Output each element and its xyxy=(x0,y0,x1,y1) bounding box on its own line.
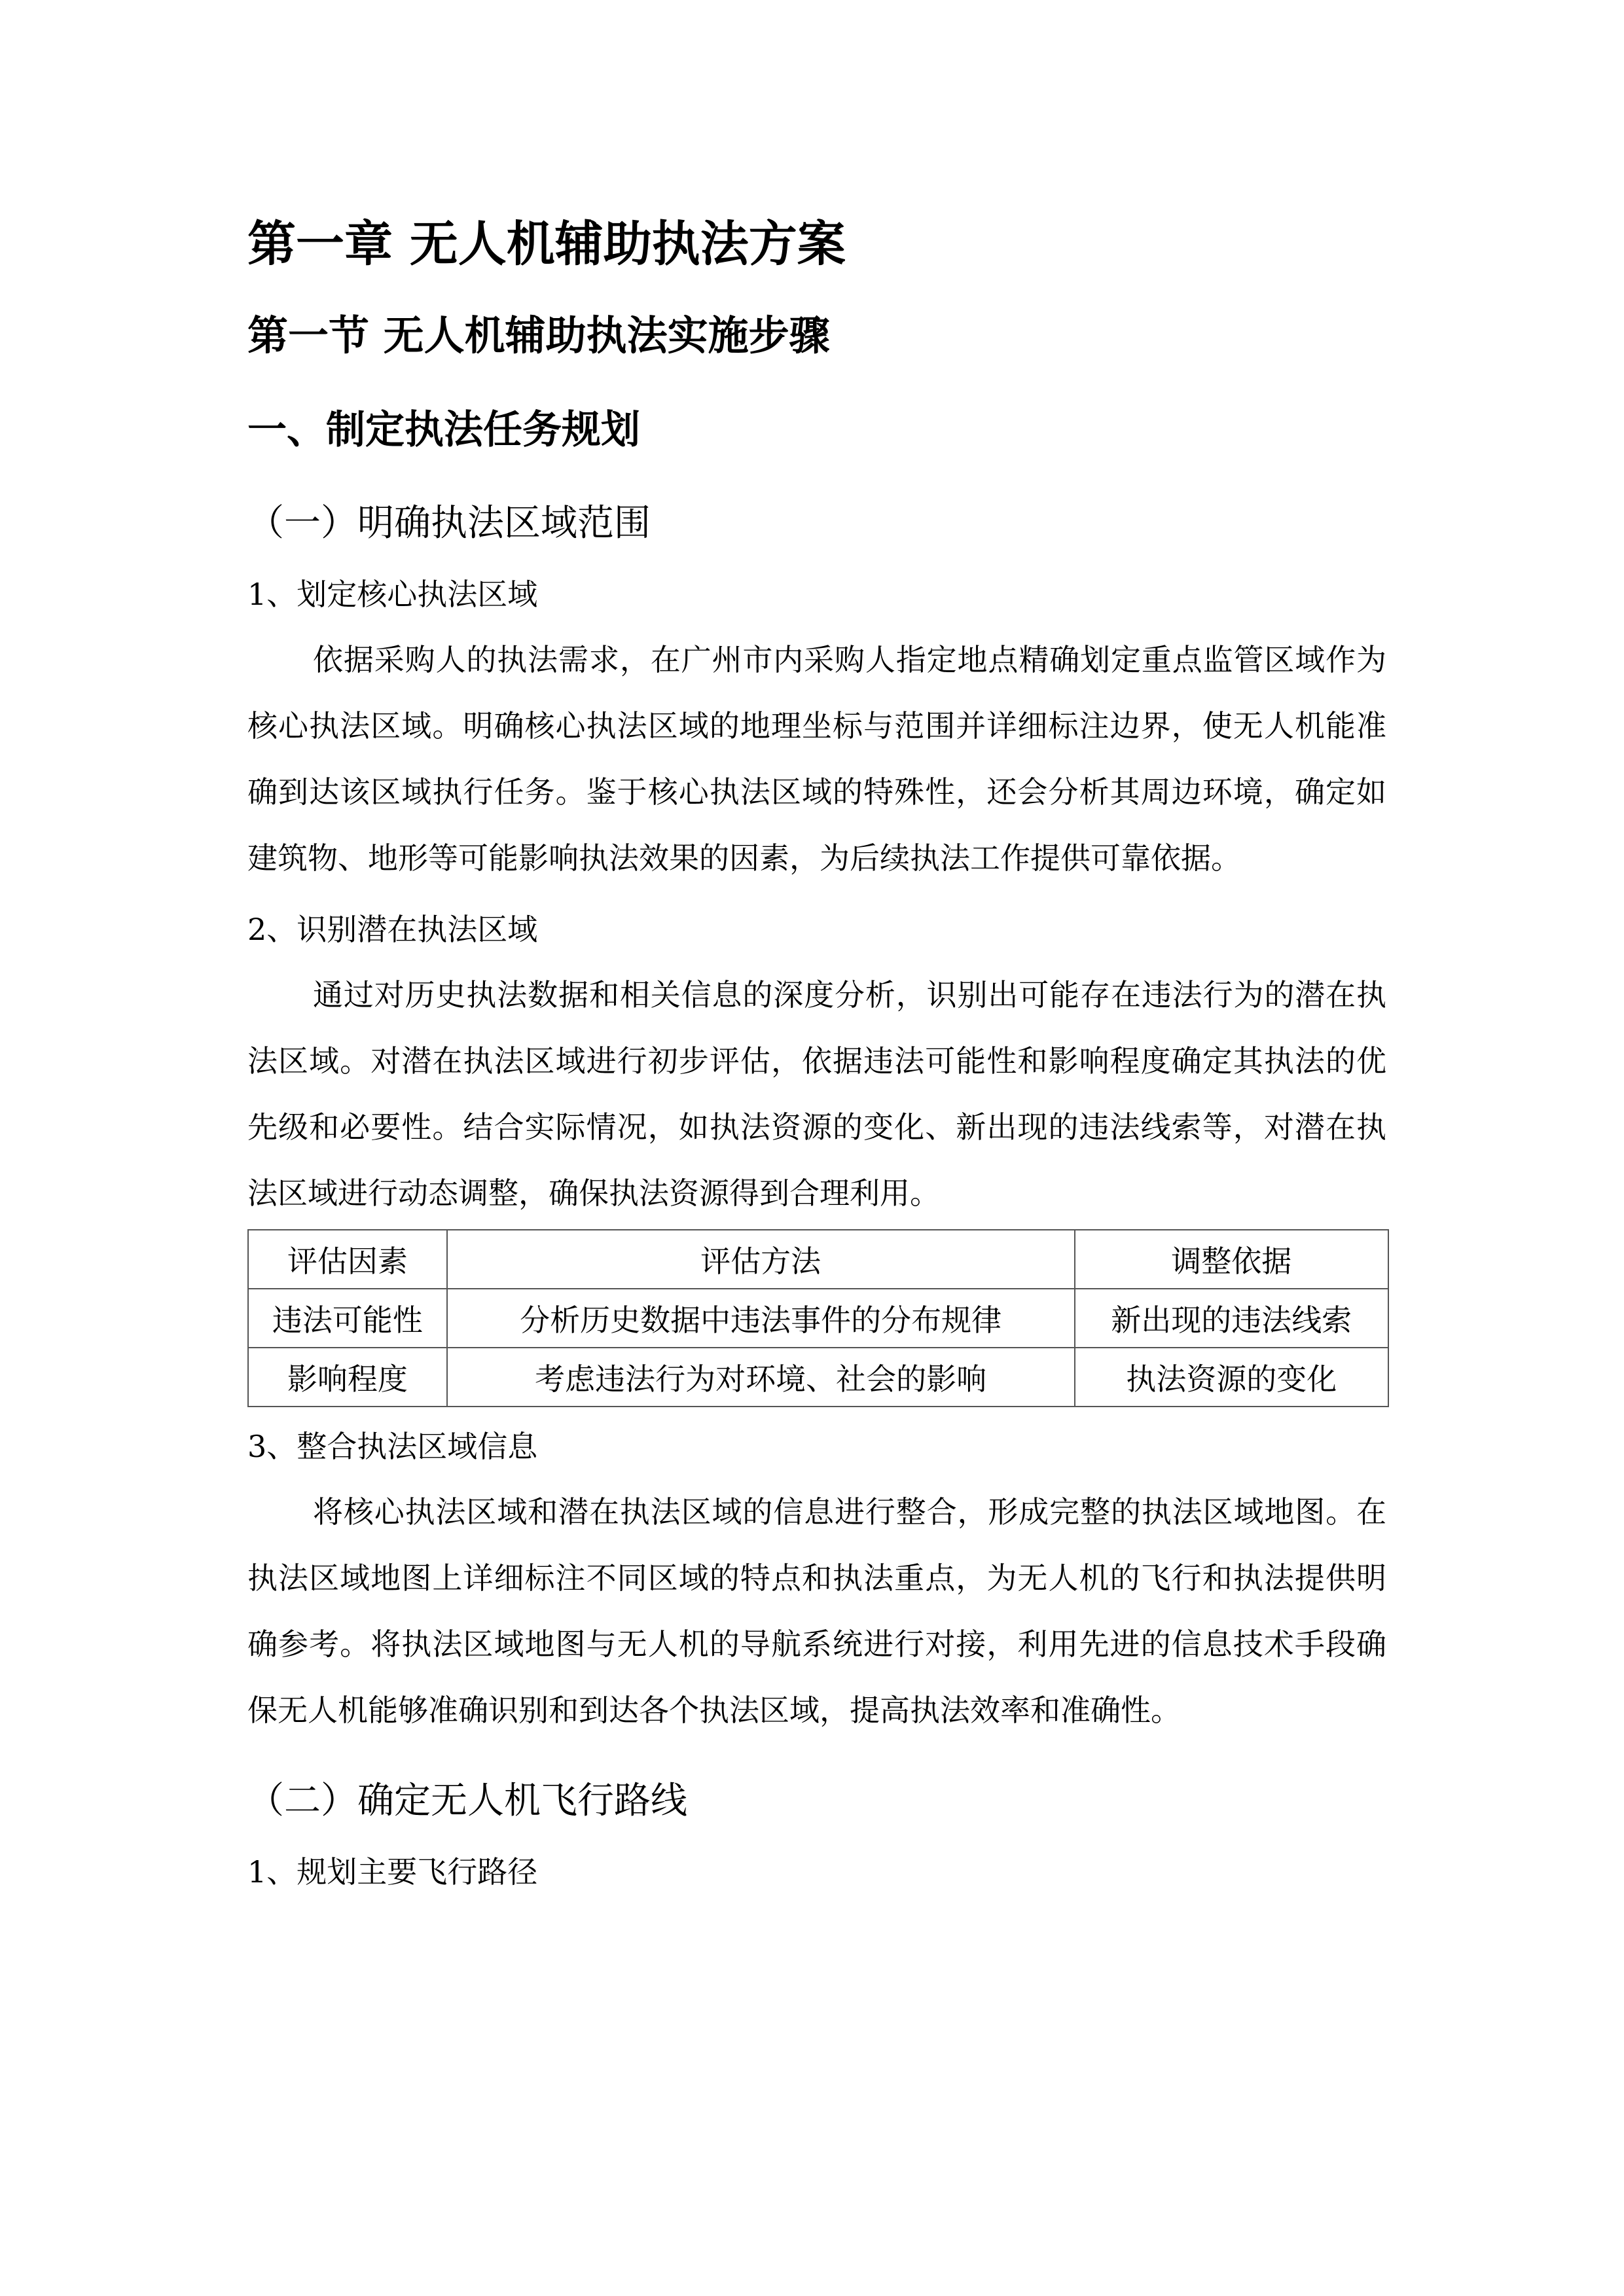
table-cell: 分析历史数据中违法事件的分布规律 xyxy=(447,1289,1075,1348)
table-header-cell: 评估方法 xyxy=(447,1230,1075,1289)
item-heading-3: 3、整合执法区域信息 xyxy=(247,1429,538,1464)
table-cell: 影响程度 xyxy=(248,1348,447,1407)
subsection-title-1: （一）明确执法区域范围 xyxy=(247,502,651,545)
document-body xyxy=(247,208,1386,1905)
item-paragraph-1: 依据采购人的执法需求，在广州市内采购人指定地点精确划定重点监管区域作为核心执法区域。明确核心执法区域的地理坐标与范围并详细标注边界，使无人机能准确到达该区域执行任务。鉴于核心执法区域的特殊性，还会分析其周边环境，确定如建筑物、地形等可能影响执法效果的因素，为后续执法工作提供可靠依据。 xyxy=(247,642,1386,876)
table-header-cell: 调整依据 xyxy=(1075,1230,1388,1289)
table-cell: 执法资源的变化 xyxy=(1075,1348,1388,1407)
item-heading-2: 2、识别潜在执法区域 xyxy=(247,912,538,947)
table-header-row xyxy=(248,1230,1388,1289)
table-row xyxy=(248,1348,1388,1407)
evaluation-table xyxy=(247,1229,1389,1407)
item-heading-4: 1、规划主要飞行路径 xyxy=(247,1854,538,1890)
item-heading-1: 1、划定核心执法区域 xyxy=(247,577,538,612)
table-cell: 新出现的违法线索 xyxy=(1075,1289,1388,1348)
table-header-cell: 评估因素 xyxy=(248,1230,447,1289)
table-row xyxy=(248,1289,1388,1348)
item-paragraph-2: 通过对历史执法数据和相关信息的深度分析，识别出可能存在违法行为的潜在执法区域。对潜在执法区域进行初步评估，依据违法可能性和影响程度确定其执法的优先级和必要性。结合实际情况，如执法资源的变化、新出现的违法线索等，对潜在执法区域进行动态调整，确保执法资源得到合理利用。 xyxy=(247,977,1386,1211)
section-title: 第一节 无人机辅助执法实施步骤 xyxy=(247,312,830,359)
item-paragraph-3: 将核心执法区域和潜在执法区域的信息进行整合，形成完整的执法区域地图。在执法区域地图上详细标注不同区域的特点和执法重点，为无人机的飞行和执法提供明确参考。将执法区域地图与无人机的导航系统进行对接，利用先进的信息技术手段确保无人机能够准确识别和到达各个执法区域，提高执法效率和准确性。 xyxy=(247,1494,1386,1728)
part-title: 一、制定执法任务规划 xyxy=(247,407,640,453)
chapter-title: 第一章 无人机辅助执法方案 xyxy=(247,216,846,272)
table-cell: 考虑违法行为对环境、社会的影响 xyxy=(447,1348,1075,1407)
subsection-title-2: （二）确定无人机飞行路线 xyxy=(247,1780,687,1822)
table-cell: 违法可能性 xyxy=(248,1289,447,1348)
